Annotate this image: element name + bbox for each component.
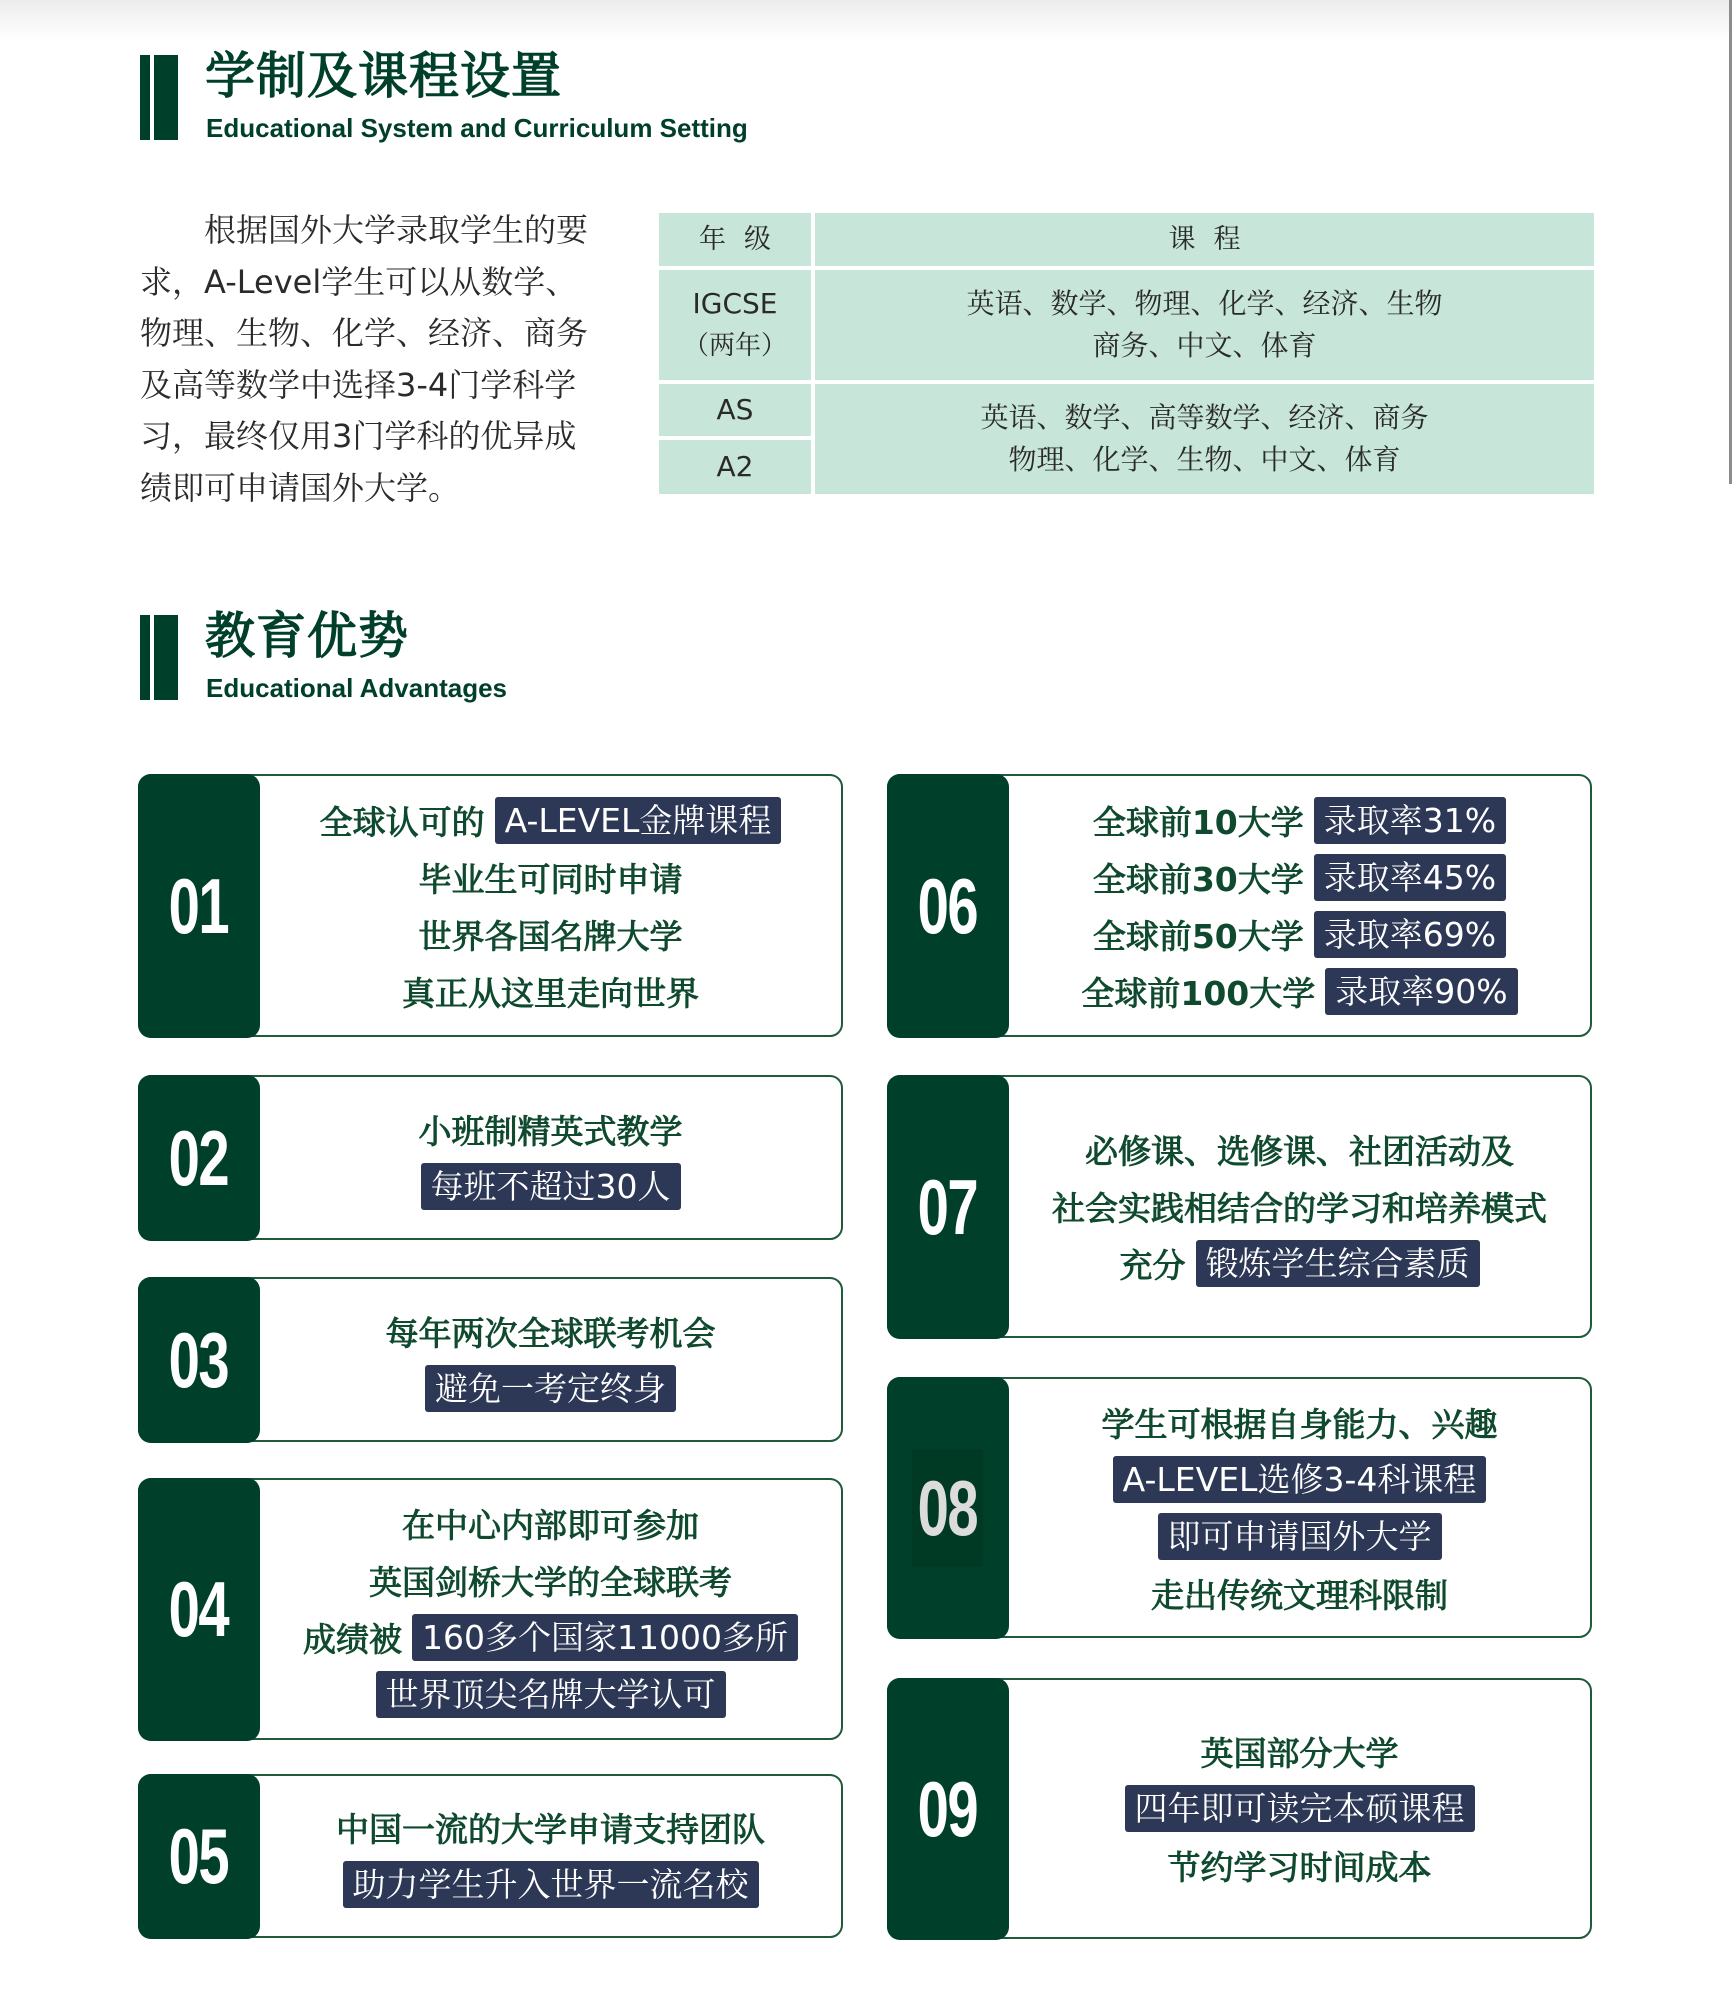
intro-line: 绩即可申请国外大学。 xyxy=(140,468,461,507)
highlight-badge: 助力学生升入世界一流名校 xyxy=(343,1861,759,1908)
card-text: 全球认可的 xyxy=(319,802,485,842)
card-line xyxy=(1168,1837,1432,1894)
card-line xyxy=(419,906,683,963)
highlight-badge: A-LEVEL选修3-4科课程 xyxy=(1113,1456,1487,1503)
card-line xyxy=(1085,1121,1514,1178)
card-line xyxy=(1093,792,1506,849)
card-number: 07 xyxy=(917,1162,978,1251)
card-line xyxy=(343,1856,759,1913)
card-line xyxy=(1113,1451,1487,1508)
card-line xyxy=(402,963,699,1020)
card-text: 社会实践相结合的学习和培养模式 xyxy=(1052,1189,1547,1228)
grade-label: AS xyxy=(716,393,754,426)
table-cell-course-as-a2 xyxy=(815,384,1594,494)
card-text: 中国一流的大学申请支持团队 xyxy=(336,1810,765,1849)
card-body xyxy=(260,1776,841,1936)
card-line xyxy=(386,1303,716,1360)
card-number-panel xyxy=(138,1478,260,1741)
card-number: 02 xyxy=(168,1113,229,1202)
highlight-badge: 锻炼学生综合素质 xyxy=(1196,1240,1480,1287)
card-number-panel xyxy=(138,1075,260,1241)
table-cell-course-igcse xyxy=(815,270,1594,380)
card-text: 全球前30大学 xyxy=(1092,859,1304,899)
card-body xyxy=(1009,1680,1590,1937)
card-number-panel xyxy=(138,774,260,1038)
card-line xyxy=(419,1101,683,1158)
card-text: 成绩被 xyxy=(303,1620,403,1659)
card-text: 英国部分大学 xyxy=(1200,1734,1399,1773)
advantage-card-09 xyxy=(887,1678,1592,1939)
card-number: 06 xyxy=(917,861,978,950)
advantage-card-08 xyxy=(887,1377,1592,1638)
card-number: 08 xyxy=(912,1449,983,1567)
card-number: 05 xyxy=(168,1812,229,1900)
card-text: 全球前10大学 xyxy=(1092,802,1304,842)
table-cell-grade-igcse xyxy=(659,270,811,380)
card-body xyxy=(1009,1379,1590,1636)
card-text: 必修课、选修课、社团活动及 xyxy=(1085,1132,1514,1171)
highlight-badge: 世界顶尖名牌大学认可 xyxy=(376,1671,726,1718)
card-line xyxy=(303,1609,798,1666)
section-title: 教育优势 xyxy=(205,607,409,665)
table-header-course xyxy=(815,213,1594,266)
section-subtitle: Educational Advantages xyxy=(206,673,507,703)
table-cell-grade-a2 xyxy=(659,440,811,494)
card-text: 英国剑桥大学的全球联考 xyxy=(369,1563,732,1602)
card-text: 在中心内部即可参加 xyxy=(402,1506,699,1545)
grade-label: IGCSE xyxy=(692,287,778,320)
advantage-card-02 xyxy=(138,1075,843,1240)
card-body xyxy=(260,1077,841,1238)
card-line xyxy=(1201,1723,1399,1780)
card-line xyxy=(1125,1780,1475,1837)
card-number: 04 xyxy=(168,1565,229,1653)
card-line xyxy=(1102,1394,1498,1451)
card-body xyxy=(260,1480,841,1738)
card-number-panel xyxy=(887,1678,1009,1940)
highlight-badge: 160多个国家11000多所 xyxy=(412,1614,798,1661)
highlight-badge: 四年即可读完本硕课程 xyxy=(1125,1785,1475,1832)
intro-line: 物理、生物、化学、经济、商务 xyxy=(140,314,589,352)
intro-paragraph xyxy=(140,205,630,514)
card-line xyxy=(402,1495,699,1552)
card-line xyxy=(1081,963,1517,1020)
card-number-panel xyxy=(138,1277,260,1443)
advantage-card-05 xyxy=(138,1774,843,1938)
intro-line: 求，A-Level学生可以从数学、 xyxy=(140,262,578,301)
advantage-card-07 xyxy=(887,1075,1592,1338)
card-body xyxy=(260,1279,841,1440)
card-number: 01 xyxy=(168,861,229,950)
card-number-panel xyxy=(887,774,1009,1038)
header-bar-thin xyxy=(140,615,150,700)
highlight-badge: 录取率90% xyxy=(1325,968,1517,1015)
card-line xyxy=(1093,906,1506,963)
card-text: 全球前100大学 xyxy=(1081,973,1316,1013)
highlight-badge: A-LEVEL金牌课程 xyxy=(495,797,782,844)
card-number-panel xyxy=(138,1774,260,1939)
course-line: 物理、化学、生物、中文、体育 xyxy=(1008,443,1401,476)
card-text: 走出传统文理科限制 xyxy=(1151,1575,1448,1615)
table-cell-grade-as xyxy=(659,384,811,436)
header-bar-thick xyxy=(154,615,178,700)
card-text: 学生可根据自身能力、兴趣 xyxy=(1101,1404,1498,1444)
card-text: 真正从这里走向世界 xyxy=(402,973,699,1013)
card-line xyxy=(1093,849,1506,906)
card-text: 小班制精英式教学 xyxy=(418,1111,683,1151)
advantage-card-03 xyxy=(138,1277,843,1442)
card-line xyxy=(1158,1508,1442,1565)
header-label: 课程 xyxy=(1168,223,1259,255)
card-text: 世界各国名牌大学 xyxy=(418,916,683,956)
grade-label: A2 xyxy=(716,450,754,483)
card-line xyxy=(336,1799,765,1856)
card-number: 09 xyxy=(917,1764,978,1853)
advantage-card-06 xyxy=(887,774,1592,1037)
card-number: 03 xyxy=(168,1315,229,1404)
highlight-badge: 录取率31% xyxy=(1314,797,1506,844)
card-body xyxy=(260,776,841,1035)
curriculum-table xyxy=(659,213,1594,494)
card-line xyxy=(1120,1235,1480,1292)
highlight-badge: 即可申请国外大学 xyxy=(1158,1513,1442,1560)
section-title: 学制及课程设置 xyxy=(205,47,562,105)
card-text: 毕业生可同时申请 xyxy=(418,859,683,899)
card-line xyxy=(1052,1178,1547,1235)
header-bar-thick xyxy=(154,55,178,140)
card-number-panel xyxy=(887,1075,1009,1339)
header-bar-thin xyxy=(140,55,150,140)
card-text: 全球前50大学 xyxy=(1092,916,1304,956)
section-subtitle: Educational System and Curriculum Setting xyxy=(206,113,748,143)
card-text: 每年两次全球联考机会 xyxy=(385,1313,716,1353)
highlight-badge: 避免一考定终身 xyxy=(425,1365,676,1412)
header-label: 年级 xyxy=(699,223,789,255)
highlight-badge: 每班不超过30人 xyxy=(421,1163,681,1210)
table-header-grade xyxy=(659,213,811,266)
course-line: 英语、数学、高等数学、经济、商务 xyxy=(980,401,1429,434)
card-line xyxy=(1151,1565,1448,1622)
advantage-card-01 xyxy=(138,774,843,1037)
card-line xyxy=(369,1552,732,1609)
advantage-card-04 xyxy=(138,1478,843,1740)
intro-line: 根据国外大学录取学生的要 xyxy=(204,211,589,249)
grade-sublabel: （两年） xyxy=(682,331,787,361)
course-line: 商务、中文、体育 xyxy=(1092,329,1317,362)
card-body xyxy=(1009,1077,1590,1336)
intro-line: 及高等数学中选择3-4门学科学 xyxy=(140,365,577,404)
card-line xyxy=(421,1158,681,1215)
card-body xyxy=(1009,776,1590,1035)
card-text: 节约学习时间成本 xyxy=(1167,1848,1432,1887)
top-shadow xyxy=(0,0,1732,40)
highlight-badge: 录取率69% xyxy=(1314,911,1506,958)
intro-line: 习，最终仅用3门学科的优异成 xyxy=(140,417,577,455)
card-line xyxy=(419,849,683,906)
card-line xyxy=(376,1666,726,1723)
card-text: 充分 xyxy=(1119,1246,1186,1285)
card-line xyxy=(320,792,782,849)
card-line xyxy=(425,1360,676,1417)
highlight-badge: 录取率45% xyxy=(1314,854,1506,901)
course-line: 英语、数学、物理、化学、经济、生物 xyxy=(966,287,1443,320)
card-number-panel xyxy=(887,1377,1009,1639)
